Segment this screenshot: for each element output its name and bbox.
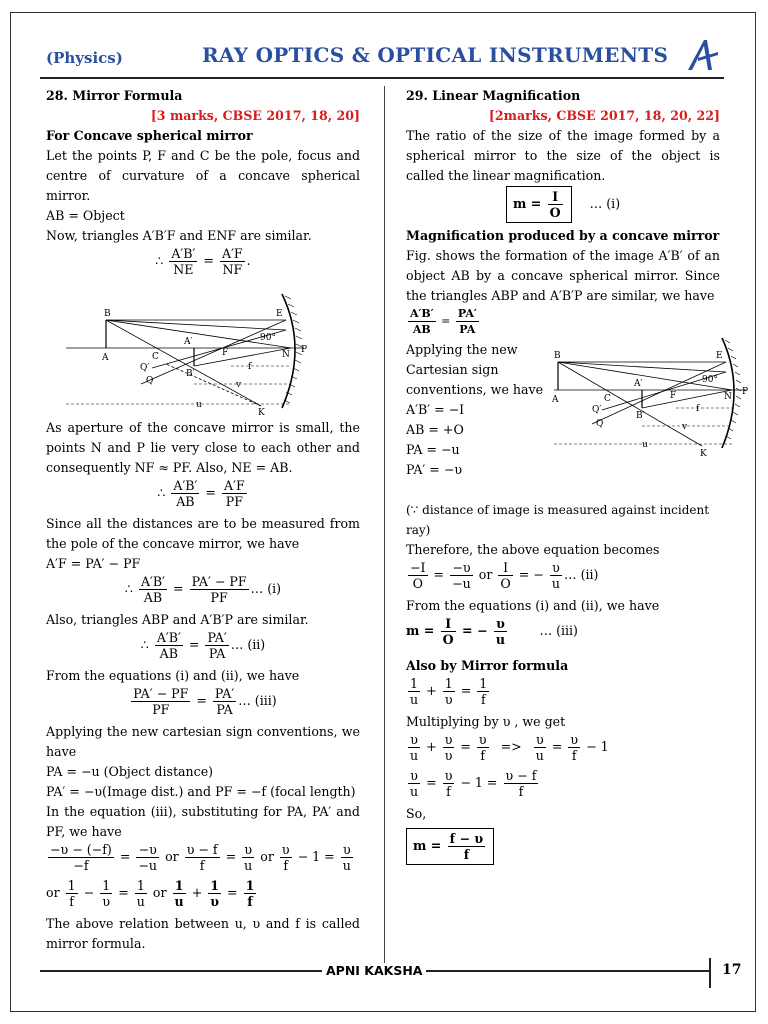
equation-rearranged: $\frac{\upsilon}{u}$ = $\frac{\upsilon}{f}$ − 1 = $\frac{\upsilon - f}{f}$: [410, 768, 537, 799]
equation-7: $\frac{-\upsilon - (-f)}{-f}$ = $\frac{-\upsilon}{-u}$ or $\frac{\upsilon - f}{f}$ = $\frac{\upsilon}{u}$ or $\frac{\upsilon}{f}$ − 1 = $\frac{\upsilon}{u}$: [50, 842, 351, 873]
label-angle: 90°: [260, 333, 276, 343]
concave-mirror-diagram: [46, 284, 360, 418]
right-column: [406, 86, 749, 872]
label-E: E: [716, 351, 723, 361]
label-E: E: [276, 309, 283, 319]
column-divider: [384, 86, 385, 964]
equation-6: $\frac{PA' - PF}{PF}$ = $\frac{PA'}{PA}$ … (iii): [133, 686, 277, 717]
paragraph: As aperture of the concave mirror is small, the points N and P lie very close to each other and consequently NF ≈ PF. Also, NE = AB.: [46, 420, 360, 475]
label-F: F: [222, 348, 229, 358]
label-N: N: [282, 350, 290, 360]
paragraph: Multiplying by υ , we get: [406, 714, 566, 729]
convention-block: [406, 340, 749, 500]
paragraph: So,: [406, 806, 427, 821]
section-heading: 28. Mirror Formula: [46, 88, 183, 103]
paragraph: From the equations (i) and (ii), we have: [406, 598, 660, 613]
convention-item: A′B′ = −I: [406, 402, 465, 417]
paragraph: Therefore, the above equation becomes: [406, 542, 660, 557]
paragraph: Now, triangles A′B′F and ENF are similar.: [46, 228, 312, 243]
concave-mirror-diagram-small: [546, 332, 756, 462]
paragraph: From the equations (i) and (ii), we have: [46, 668, 300, 683]
paragraph: AB = Object: [46, 208, 125, 223]
paragraph: Since all the distances are to be measured from the pole of the concave mirror, we have: [46, 516, 360, 551]
label-F: F: [670, 391, 677, 401]
convention-item: PA′ = −υ: [406, 462, 463, 477]
label-B: B: [554, 351, 561, 361]
paragraph: Applying the new: [406, 342, 518, 357]
label-P: P: [301, 345, 308, 355]
equation-5: ∴ $\frac{A'B'}{AB}$ = $\frac{PA'}{PA}$ … (ii): [140, 630, 266, 661]
marks-label: [2marks, CBSE 2017, 18, 20, 22]: [488, 108, 720, 123]
label-P: P: [742, 387, 749, 397]
subheading: Magnification produced by a concave mirror: [406, 228, 720, 243]
paragraph: Applying the new cartesian sign conventions, we have: [46, 724, 360, 759]
equation-1: ∴ $\frac{A'B'}{NE}$ = $\frac{A'F}{NF}$ .: [155, 246, 251, 277]
paragraph: Cartesian sign: [406, 362, 499, 377]
label-A-prime: A′: [184, 337, 193, 347]
page-title: RAY OPTICS & OPTICAL INSTRUMENTS: [202, 43, 669, 67]
equation-8: or $\frac{1}{f}$ − $\frac{1}{\upsilon}$ = $\frac{1}{u}$ or $\frac{1}{u}$ + $\frac{1}{\upsilon}$ = $\frac{1}{f}$: [46, 878, 255, 909]
label-K: K: [700, 449, 707, 459]
equation-multiplied: $\frac{\upsilon}{u}$ + $\frac{\upsilon}{\upsilon}$ = $\frac{\upsilon}{f}$ => $\frac{\upsilon}{u}$ = $\frac{\upsilon}{f}$ − 1: [410, 732, 609, 763]
equation-ratio: $\frac{A'B'}{AB}$ = $\frac{PA'}{PA}$: [410, 307, 477, 336]
paragraph: PA = −u (Object distance): [46, 764, 214, 779]
equation-final: m = $\frac{f - \upsilon}{f}$: [406, 824, 720, 872]
equation-3: A′F = PA′ − PF: [46, 556, 141, 571]
label-B: B: [104, 309, 111, 319]
header-rule: [40, 77, 724, 79]
apni-kaksha-logo-icon: [682, 36, 722, 76]
page-number: 17: [722, 962, 742, 978]
paragraph: Let the points P, F and C be the pole, focus and centre of curvature of a concave spherical mirror.: [46, 148, 360, 203]
left-column: [46, 86, 360, 954]
equation-m-def: m = $\frac{I}{O}$ … (i): [406, 186, 720, 226]
label-Q-prime: Q′: [140, 363, 150, 373]
paragraph: The ratio of the size of the image formed by a spherical mirror to the size of the object is called the linear magnification.: [406, 128, 720, 183]
label-Q-prime: Q′: [592, 405, 602, 415]
paragraph: conventions, we have: [406, 382, 544, 397]
equation-2: ∴ $\frac{A'B'}{AB}$ = $\frac{A'F}{PF}$: [157, 478, 245, 509]
paragraph: In the equation (iii), substituting for PA, PA′ and PF, we have: [46, 804, 360, 839]
footer-brand: APNI KAKSHA: [322, 963, 426, 978]
subheading: Also by Mirror formula: [406, 658, 569, 673]
equation-mirror: $\frac{1}{u}$ + $\frac{1}{\upsilon}$ = $\frac{1}{f}$: [410, 676, 488, 707]
label-u: u: [196, 400, 202, 410]
label-N: N: [724, 392, 732, 402]
equation-4: ∴ $\frac{A'B'}{AB}$ = $\frac{PA' - PF}{PF}$ … (i): [124, 574, 282, 605]
section-heading: 29. Linear Magnification: [406, 88, 581, 103]
convention-item: PA = −u: [406, 442, 460, 457]
label-f: f: [696, 404, 700, 414]
label-A: A: [552, 395, 559, 405]
paragraph: Fig. shows the formation of the image A′B′ of an object AB by a concave spherical mirror. Since the triangles ABP and A′B′P are similar, we have: [406, 248, 720, 303]
paragraph: The above relation between u, υ and f is called mirror formula.: [46, 916, 360, 951]
footer-tick: [709, 958, 711, 988]
note: (∵ distance of image is measured against incident ray): [406, 503, 710, 537]
paragraph: Also, triangles ABP and A′B′P are similar.: [46, 612, 309, 627]
label-v: v: [236, 380, 242, 390]
marks-label: [3 marks, CBSE 2017, 18, 20]: [150, 108, 360, 123]
label-v: v: [682, 422, 688, 432]
label-Q: Q: [596, 419, 604, 429]
label-A-prime: A′: [634, 379, 643, 389]
label-angle: 90°: [702, 375, 718, 385]
label-u: u: [642, 440, 648, 450]
label-B-prime: B′: [636, 411, 645, 421]
paragraph: PA′ = −υ(Image dist.) and PF = −f (focal length): [46, 784, 356, 799]
label-K: K: [258, 408, 265, 418]
label-f: f: [248, 362, 252, 372]
equation-m-result: m = $\frac{I}{O}$ = − $\frac{\upsilon}{u}$ … (iii): [406, 616, 578, 647]
label-A: A: [102, 353, 109, 363]
convention-item: AB = +O: [406, 422, 464, 437]
label-C: C: [152, 352, 159, 362]
label-B-prime: B′: [186, 369, 195, 379]
label-C: C: [604, 394, 611, 404]
label-Q: Q: [146, 376, 154, 386]
equation-ratio-signed: $\frac{-I}{O}$ = $\frac{-\upsilon}{-u}$ or $\frac{I}{O}$ = − $\frac{\upsilon}{u}$ … (ii): [410, 560, 599, 591]
subject-label: (Physics): [46, 49, 123, 67]
subheading: For Concave spherical mirror: [46, 128, 253, 143]
